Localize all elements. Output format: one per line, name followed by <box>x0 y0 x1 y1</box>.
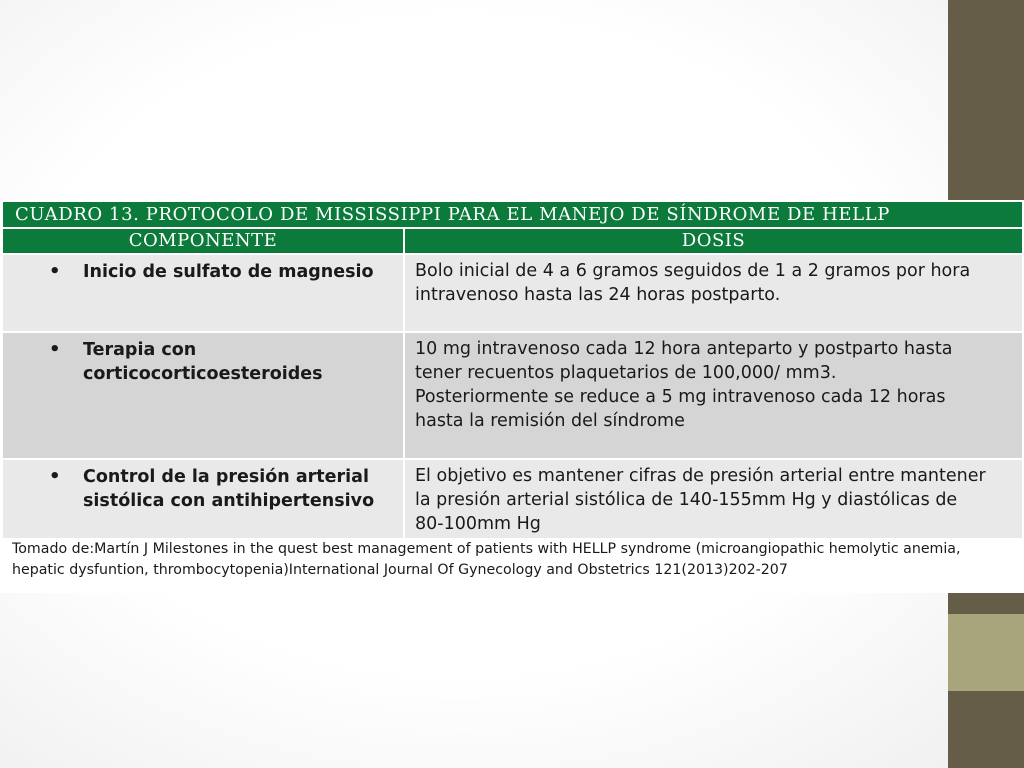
component-line: Control de la presión arterial <box>83 467 369 487</box>
column-header-dosis: DOSIS <box>405 229 1022 253</box>
dose-cell <box>405 460 1022 538</box>
dose-cell <box>405 333 1022 458</box>
component-text <box>83 260 401 284</box>
dose-line: El objetivo es mantener cifras de presión arterial entre mantener <box>415 466 986 486</box>
component-cell <box>3 255 403 331</box>
decorative-bar-middle-light <box>948 614 1024 691</box>
dose-line: la presión arterial sistólica de 140-155mm Hg y diastólicas de <box>415 490 958 510</box>
footnote-line: hepatic dysfuntion, thrombocytopenia)International Journal Of Gynecology and Obstetrics 121(2013)202-207 <box>12 562 788 578</box>
bullet-icon: • <box>49 261 61 282</box>
table-title: CUADRO 13. PROTOCOLO DE MISSISSIPPI PARA EL MANEJO DE SÍNDROME DE HELLP <box>3 202 1022 227</box>
table-row <box>3 333 1022 458</box>
component-text <box>83 465 401 513</box>
column-header-componente: COMPONENTE <box>3 229 403 253</box>
footnote-line: Tomado de:Martín J Milestones in the quest best management of patients with HELLP syndrome (microangiopathic hemolytic anemia, <box>12 541 961 557</box>
protocol-table-image <box>0 200 1024 593</box>
decorative-bar-top <box>948 0 1024 200</box>
component-cell <box>3 333 403 458</box>
dose-line: hasta la remisión del síndrome <box>415 411 685 431</box>
component-line: Terapia con <box>83 340 197 360</box>
component-line: Inicio de sulfato de magnesio <box>83 262 374 282</box>
component-line: corticocorticoesteroides <box>83 364 323 384</box>
dose-line: Posteriormente se reduce a 5 mg intravenoso cada 12 horas <box>415 387 946 407</box>
dose-line: Bolo inicial de 4 a 6 gramos seguidos de 1 a 2 gramos por hora <box>415 261 971 281</box>
bullet-icon: • <box>49 466 61 487</box>
component-line: sistólica con antihipertensivo <box>83 491 375 511</box>
source-footnote <box>12 539 1022 581</box>
dose-line: intravenoso hasta las 24 horas postparto. <box>415 285 781 305</box>
dose-cell <box>405 255 1022 331</box>
bullet-icon: • <box>49 339 61 360</box>
dose-line: 10 mg intravenoso cada 12 hora anteparto y postparto hasta <box>415 339 953 359</box>
component-cell <box>3 460 403 538</box>
decorative-bar-middle-dark <box>948 593 1024 614</box>
decorative-bar-bottom <box>948 691 1024 768</box>
dose-line: 80-100mm Hg <box>415 514 541 534</box>
table-row <box>3 460 1022 538</box>
component-text <box>83 338 401 386</box>
table-row <box>3 255 1022 331</box>
dose-line: tener recuentos plaquetarios de 100,000/ mm3. <box>415 363 837 383</box>
